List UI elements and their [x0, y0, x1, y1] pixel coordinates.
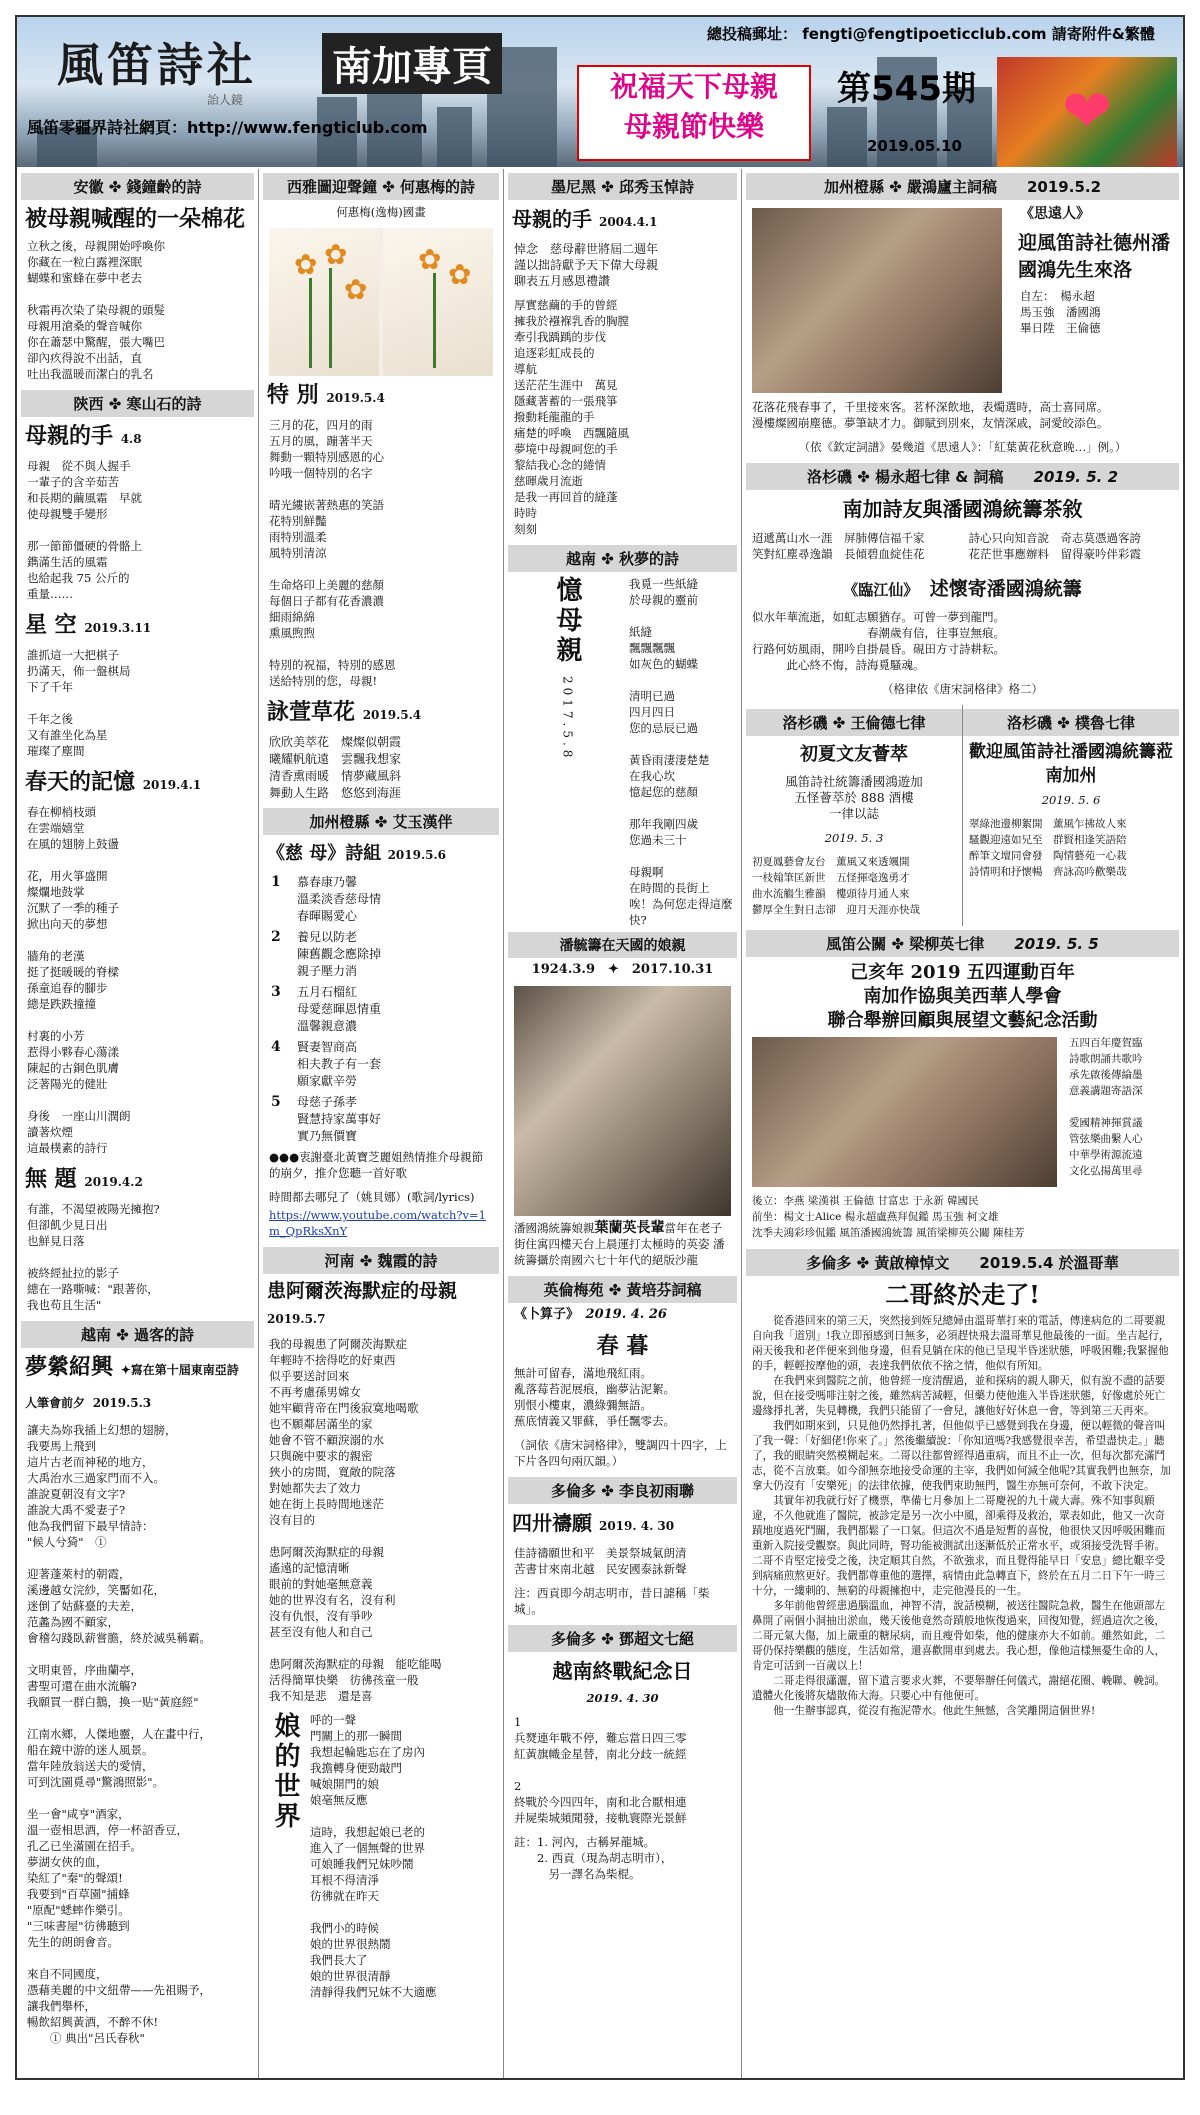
poem-note: 注：西貢即今胡志明市，昔日謔稱「柴城」。 — [514, 1586, 710, 1616]
column-1 — [17, 169, 259, 2078]
poem-title: 《臨江仙》 述懷寄潘國鴻統籌 — [843, 578, 1082, 600]
memorial-dates: 1924.3.9 ✦ 2017.10.31 — [531, 962, 714, 977]
column-2 — [259, 169, 504, 2078]
vertical-poem-title: 娘的世界 — [270, 1712, 300, 1832]
poem-body: 我覓一些紙縫 於母親的靈前 紙縫 飄飄飄飄 如灰色的蝴蝶 清明已過 四月四日 您的忌辰已過 黃昏雨淒淒楚楚 在我心坎 憶起您的慈顏 那年我剛四歲 您過未三十 母親啊 在時間的長街上 唉！為何您走得這麼快? — [629, 577, 733, 927]
lily-painting: ✿ ✿ ✿ ✿ ✿ — [269, 228, 493, 376]
poem-body: 春在柳梢枝頭 在雲端嬉堂 在風的翅膀上鼓盪 花，用火箏盛開 燦爛地鼓掌 沉默了一季的種子 掀出向天的夢想 牆角的老漢 挺了挺暖暖的脊樑 孫童追春的腳步 總是跌跌撞撞 村裏的小芳 惹得小夥春心蕩漾 陳起的古銅色肌膚 泛著陽光的健壯 身後 一座山川潤朗 讀著炊煙 這最樸素的詩行 — [27, 805, 131, 1155]
poem-date: 2019. 5. 3 — [824, 831, 884, 845]
poem-body: 花落花飛春事了，千里接來客。茗杯深飲地，表燭選時，高士喜同席。 漫樓燦國崩塵德。夢筆缺才力。御賦到別來，友情深戚，詞愛皎添色。 — [752, 400, 1109, 430]
poem-body: 詩心只向知音說 奇志莫憑過客誇 花茫世事應辦料 留得豪吟伴彩霞 — [968, 531, 1141, 561]
event-title: 己亥年 2019 五四運動百年 南加作協與美西華人學會 聯合舉辦回顧與展望文藝紀念活動 — [827, 962, 1098, 1031]
poem-body: 誰抓這一大把棋子 扔滿天，佈一盤棋局 下了千年 千年之後 又有誰坐化為星 璀璨了塵間 — [27, 648, 131, 758]
section-header: 墨尼黑 ✤ 邱秀玉悼詩 — [508, 173, 737, 200]
poem-title: 被母親喊醒的一朵棉花 — [25, 206, 246, 232]
section-header: 越南 ✤ 過客的詩 — [21, 1321, 254, 1348]
poem-title: 南加詩友與潘國鴻統籌茶敘 — [842, 497, 1083, 521]
poem-body: 迢遞萬山水一涯 屏肺傳信福千家 笑對紅塵尋逸韻 長傾碧血綻佳花 — [752, 531, 925, 561]
poem-subtitle: 風笛詩社統籌潘國鴻遊加 五怪薈萃於 888 酒樓 一律以誌 — [785, 774, 923, 821]
logo-signature: 詒人鏡 — [207, 93, 244, 107]
event-group-photo — [752, 1037, 1057, 1187]
section-header: 河南 ✤ 魏霞的詩 — [263, 1247, 499, 1274]
submission-email-line: 總投稿郵址： fengti@fengtipoeticclub.com 請寄附件&繁體 — [707, 25, 1155, 43]
heart-icon: ❤ — [1061, 77, 1113, 147]
section-header: 多倫多 ✤ 鄧超文七絕 — [508, 1625, 737, 1652]
poem-body: 讓夫為妳我插上幻想的翅膀， 我要馬上飛到 這片古老而神秘的地方， 大禹治水三過家門而不入。 誰說夏朝沒有文字? 誰說大禹不愛妻子? 他為我們留下最早情詩： "候人兮猗" ① 迎著蓬萊村的朝霞， 溪邊越女浣紗，笑靨如花， 迷倒了姑蘇臺的夫差， 范蠡為國不顧家， 會稽勾踐臥薪嘗膽，終於滅吳稱霸。 文明東晉，序曲蘭亭， 書聖可還在曲水流觴? 我願買一群白鵝，換一贴"黃庭經" 江南水鄉，人傑地靈，人在畫中行， 船在鏡中游的迷人風景。 當年陸放翁送夫的愛情， 可到沈園覓尋"驚鴻照影"。 坐一會"咸亨"酒家， 溫一壺相思酒，停一杯詔香豆， 孔乙已坐滿園在招手。 夢湖女俠的血， 染紅了"秦"的聲頌! 我要到"百草園"捕蜂 "原配"蟋蟀作樂引。 "三味書屋"彷彿聽到 先生的朗朗會音。 來自不同國度， 憑藉美麗的中文紐帶——先祖賜予， 讓我們舉杯， 暢飲紹興黃酒，不醉不休! ① 典出"呂氏春秋" — [27, 1423, 211, 2045]
section-header: 多倫多 ✤ 李良初雨聯 — [508, 1477, 737, 1504]
youtube-link[interactable]: https://www.youtube.com/watch?v=1m_QpRksXnY — [269, 1208, 486, 1238]
poem-body: 呼的一聲 門關上的那一瞬間 我想起輪匙忘在了房內 我擔轉身便勁敲門 喊娘開門的娘 娘毫無反應 這時，我想起娘已老的 進入了一個無聲的世界 可娘睡我們兄妹吵鬧 耳根不得清淨 彷彿就在昨天 我們小的時候 娘的世界很熱鬧 我們長大了 娘的世界很清靜 清靜得我們兄妹不大適應 — [310, 1713, 437, 1999]
event-poem: 五四百年慶賀臨 詩歌朗誦共歌吟 承先啟後傳綸墨 意義講題寄語深 愛國精神揮賞議 管弦樂曲繫人心 中華學術源流遠 文化弘揚萬里尋 — [1069, 1037, 1143, 1177]
poem-date: 2019. 4. 30 — [586, 1691, 659, 1705]
poem-body: 似水年華流逝，如虹志願猶存。可曾一夢到龍門。 春潮歲有信，往事豈無痕。 行路何妨風雨，開吟自掛晨昏。硯田方寸詩耕耘。 此心終不悔，詩海覓騷魂。 — [752, 610, 1005, 672]
poem-title: 詠萱草花 2019.5.4 — [267, 699, 422, 725]
lyric-tune: 《卜算子》 2019. 4. 26 — [514, 1307, 667, 1322]
list-item: 5 母慈子孫孝 賢慧持家萬事好 實乃無價寶 — [271, 1094, 382, 1143]
poem-verses — [746, 528, 1179, 570]
issue-number: 第545期 — [837, 69, 976, 109]
section-header: 洛杉磯 ✤ 楊永超七律 & 詞稿 2019. 5. 2 — [746, 463, 1179, 490]
poem-body: 1 兵燹連年戰不停，難忘當日四三零 紅黃旗幟金星替，南北分歧一統經 2 終戰於今四四年，南和北合厭相連 并屍柴城頻聞發，接軌寰際光景鮮 — [514, 1715, 687, 1825]
poem-title: 初夏文友薈萃 — [800, 744, 908, 765]
poem-title: 歡迎風笛詩社潘國鴻統籌蒞南加州 — [969, 742, 1173, 786]
list-item: 4 賢妻智商高 相夫教子有一套 願家獻辛勞 — [271, 1039, 382, 1088]
poem-title: 春 暮 — [596, 1333, 649, 1359]
painting-caption: 何惠梅(逸梅)國畫 — [336, 205, 426, 219]
vertical-poem-title: 憶母親 — [552, 576, 582, 666]
mothers-day-greeting: 祝福天下母親 母親節快樂 — [577, 65, 811, 161]
section-header: 洛杉磯 ✤ 王倫德七律 — [746, 709, 962, 736]
dinner-group-photo — [752, 208, 1002, 393]
list-item: 3 五月石榴紅 母愛慈暉恩情重 溫馨親意濃 — [271, 984, 382, 1033]
lyric-tune: 《思遠人》 — [1020, 206, 1090, 222]
column-4 — [742, 169, 1183, 2078]
photo-people: 自左： 楊永超 馬玉強 潘國鴻 畢日陞 王倫德 — [1020, 289, 1101, 335]
poem-body: 無計可留春，滿地飛紅雨。 亂落莓苔泥展痕，幽夢沾泥絮。 別恨小樓東，濃綠彌無語。 蕉底情義又罪蘇，爭任飄零去。 — [514, 1366, 675, 1428]
article-body: 從香港回來的第三天，突然接到姪兒總婦由溫哥華打來的電話，傳達病危的二哥要親自向我「道別」!我立即預感到日無多，必須趕快飛去溫哥華見他最後的一面。坐吉起行，兩天後我和老伴便來到他身邊，但看見躺在床的他已呈現半昏迷狀態，呼吸困難;我緊握他的手，輕輕按摩他的頭，表達我們依依不捨之情，他似有所知。 在我們來到醫院之前，他曾經一度清醒過，並和探病的親人聊天，似有說不盡的話要說，但在接受嗎啡注射之後，雖然病苦減輕，但藥力使他進入半昏迷狀態，好像處於死亡邊緣掙扎著，失見轉機，我們只能留了一會兒，讓他好好休息一會，等到第三天再來。 我們如期來到，只見他仍然掙扎著，但他似乎已感覺到我在身邊，便以輕微的聲音叫了我一聲：「好細佬!你來了。」然後繼續說：「你知道嗎?我感覺很幸苦，希望盡快走。」聽了，我的眼睛突然模糊起來。二哥以往都曾經得過重病，而且不止一次，但每次都充滿鬥志，從不言放棄。如今卻無奈地接受命運的主宰，我們如何減全他呢?其實我們也無奈，加拿大仍沒有「安樂死」的法律依據，使我們束助無門，醫生亦無可奈何，不敢下決定。 其實年初我就行好了機票，準備七月參加上二哥慶祝的九十歲大壽。殊不知事與願違，不久他就進了醫院，被診定是另一次小中風，卻乘得及救治，眾表如此，他又一次奇蹟地度過死鬥關，我們都鬆了一口氣。但這次不過是短暫的喜悅，他很快又因呼吸困難而重新入院接受觀察。與此同時，腎功能被測試出逐漸低於正常水平，或須接受洗腎手術。二哥不肯堅定接受之後，決定順其自然，不欲強求，而且覺得能早日「安息」總比艱辛受到病痛煎熬更好。我們都尊重他的選擇，病情由此急轉直下，終於在五月二日下午一時三十分，一縷刺的、無窮的母親擁抱中，走完他漫長的一生。 多年前他曾經患過腦溫血，神智不清，說話模糊，被送往醫院急救，醫生在他頭部左鼻開了兩個小洞抽出淤血，幾天後他竟然奇蹟般地恢復過來，回復知覺，經過這次之後，二哥元氣大傷，加上嚴重的糖尿病，而且瘦骨如柴，他的健康亦大不如前。雖然如此，二哥仍保持樂觀的態度，生活如常，還喜歡開車到處去。我心想，像他這樣無憂生命的人，肯定可活到一百歲以上！ 二哥走得很瀟灑，留下遺言要求火葬，不要舉辦任何儀式，謝絕花圈、輓聯、輓詞。遺體火化後將灰燼散佈大海。只要心中有他便可。 他一生辦事認真，從沒有拖泥帶水。他此生無憾，含笑離開這個世界! — [752, 1315, 1171, 1717]
article-title: 二哥終於走了! — [885, 1280, 1040, 1309]
section-header: 加州橙縣 ✤ 嚴鴻廬主詞稿 2019.5.2 — [746, 173, 1179, 200]
poem-body: 三月的花，四月的雨 五月的風，蹦著半天 舞動一顆特別感恩的心 吟哦一個特別的名字 晴光縷嵌著熱惠的笑語 花特別鮮豔 雨特別溫柔 風特別清涼 生命烙印上美麗的慈顏 每個日子都有花香濃濃 細雨綿綿 熏風煦煦 特別的祝福，特別的感恩 送給特別的您，母親! — [269, 418, 396, 688]
section-title: 南加專頁 — [322, 33, 502, 94]
poem-title: 夢縈紹興 ✦寫在第十屆東南亞詩人筆會前夕 2019.5.3 — [25, 1354, 239, 1410]
poem-title: 春天的記憶 2019.4.1 — [25, 769, 202, 795]
section-header: 越南 ✤ 秋夢的詩 — [508, 545, 737, 572]
section-header: 風笛公關 ✤ 梁柳英七律 2019. 5. 5 — [746, 930, 1179, 957]
memorial-photo-collage — [514, 986, 731, 1216]
poem-title: 患阿爾茨海默症的母親 2019.5.7 — [267, 1280, 458, 1326]
poem-title: 無 題 2019.4.2 — [25, 1166, 143, 1192]
poem-title: 《慈 母》詩組 2019.5.6 — [267, 843, 447, 864]
poem-intro: 悼念 慈母辭世將屆二週年 謹以拙詩獻予天下偉大母親 聊表五月感恩禮讚 — [514, 242, 659, 288]
flower-heart-image — [997, 57, 1177, 167]
poem-title: 迎風笛詩社德州潘國鴻先生來洛 — [1018, 232, 1171, 281]
poem-body: 厚實慈繭的手的曾經 擁我於襁褓乳香的胸膛 牽引我踽踽的步伐 追逐彩虹成長的 導航 送茫茫生涯中 萬見 隱藏著蓄的一張飛箏 撥動耗龍龍的手 痛楚的呼喚 西飄隨風 夢境中母親呵您的手 黎結我心念的綣情 慈暉歲月流逝 是我一再回首的縫蓬 時時 刻刻 — [514, 298, 629, 536]
section-header: 潘毓籌在天國的娘親 — [508, 932, 737, 958]
event-feature — [746, 1033, 1179, 1191]
poem-title: 母親的手 2004.4.1 — [512, 207, 658, 231]
section-header: 西雅圖迎聲鐘 ✤ 何惠梅的詩 — [263, 173, 499, 200]
masthead-banner — [17, 17, 1183, 167]
poem-note: （依《欽定詞譜》晏幾道《思遠人》：「紅葉黃花秋意晚…」例。） — [798, 440, 1127, 454]
poem-body: 我的母親患了阿爾茨海默症 年輕時不捨得吃的好東西 似乎要送討回來 不再考慮孫男嫦女 她牢顧背帝在門後寂寞地喝歌 也不願鄰居滿坐的家 她會不管不顧淚溺的水 只與碗中要求的親密 狹小的房間，寬敞的院落 對她都失去了效力 她在街上長時間地迷茫 沒有目的 患阿爾茨海默症的母親 遙遠的記憶清晰 眼前的對她毫無意義 她的世界沒有名，沒有利 沒有仇恨，沒有爭吵 甚至沒有他人和自己 患阿爾茨海默症的母親 能吃能喝 活得簡單快樂 彷彿孩童一般 我不知是悲 還是喜 — [269, 1337, 442, 1703]
website-link[interactable]: http://www.fengticlub.com — [187, 118, 428, 137]
poem-body: 有誰，不渴望被陽光擁抱? 但卻飢少見日出 也鮮見日落 被終經扯拉的影子 總在一路嘶喊："跟著你， 我也苟且生活" — [27, 1202, 160, 1312]
section-header: 英倫梅苑 ✤ 黃培芬詞稿 — [508, 1276, 737, 1303]
newspaper-page — [15, 15, 1185, 2080]
issue-date: 2019.05.10 — [867, 137, 962, 155]
poem-title: 星 空 2019.3.11 — [25, 612, 152, 638]
poem-body: 母親 從不與人握手 一輩子的含辛茹苦 和長期的繭風霜 早就 使母親雙手變形 那一節節僵硬的骨骼上 鐫滿生活的風霜 也給起我 75 公斤的 重量…… — [27, 459, 142, 601]
poetry-society-logo: 風笛詩社 — [57, 38, 257, 92]
list-item: 2 養兒以防老 陳舊觀念應除掉 親子壓力消 — [271, 929, 382, 978]
section-header: 安徽 ✤ 錢鐘齡的詩 — [21, 173, 254, 200]
meeting-feature — [746, 204, 1179, 397]
poem-note: 註：1. 河內，古稱昇龍城。 2. 西貢（現為胡志明市）， 另一譯名為柴棍。 — [514, 1835, 673, 1881]
list-item: 1 慕春康乃馨 溫柔淡香慈母情 春暉賜愛心 — [271, 874, 382, 923]
poem-with-vertical-title — [267, 1712, 495, 2000]
poem-title: 越南終戰紀念日 — [552, 1659, 693, 1683]
email-link[interactable]: fengti@fengtipoeticclub.com — [802, 25, 1047, 43]
poem-title: 母親的手 4.8 — [25, 423, 142, 449]
poem-body: 欣欣美萃花 燦燦似朝霞 曦耀帆航遠 雲飄我想家 清香熏雨暖 情夢藏風斜 舞動人生路 悠悠到海涯 — [269, 735, 402, 800]
section-header: 多倫多 ✤ 黃啟樟悼文 2019.5.4 於溫哥華 — [746, 1249, 1179, 1276]
poem-with-vertical-title — [512, 576, 733, 928]
section-header: 陝西 ✤ 寒山石的詩 — [21, 390, 254, 417]
poem-note: （格律依《唐宋詞格律》格二） — [882, 682, 1043, 696]
poem-body: 翠綠池邊柳絮開 薰風乍拂故人來 騷觀迎遠如兄至 群賢相逢笑語陪 醉筆文壇同會發 陶情藝苑一心栽 詩情明和抒懷暢 齊詠高吟歡樂哉 — [969, 818, 1127, 878]
poem-body: 初夏鳳藝會友台 薰風又來透颯開 一枝翰筆匡新世 五怪揮毫逸勇才 曲水流觴生雅韻 樓頭待月通人來 鬱厚全生對日志卻 迎月天涯亦快哉 — [752, 856, 920, 916]
poem-date: 2019. 5. 6 — [1041, 793, 1101, 807]
photo-caption: 後立：李燕 梁漢祺 王倫德 甘富忠 于永新 韓國民 前坐：楊文士Alice 楊永超盧燕拜侃鑑 馬玉強 柯文雄 沈季夫鴻彩珍侃鑑 風笛潘國鴻統籌 風笛梁柳英公關 陳桂芳 — [752, 1195, 1025, 1239]
vertical-poem-date: 2017.5.8 — [560, 676, 575, 762]
section-header: 加州橙縣 ✤ 艾玉漢伴 — [263, 808, 499, 835]
poem-body: 佳詩禱願世和平 美景祭城氣朗清 苦書甘來南北越 民安國泰詠新聲 — [514, 1546, 687, 1576]
poem-body: 立秋之後，母親開始呼喚你 你藏在一粒白露裡深眠 蝴蝶和蜜蜂在夢中老去 秋霜再次染了染母親的頭髮 母親用滄桑的聲音喊你 你在蕭瑟中驚醒，張大嘴巴 卻內疚得說不出話，直 吐出我溫暖而潔白的乳名 — [27, 239, 165, 381]
website-line: 風笛零疆界詩社網頁：http://www.fengticlub.com — [27, 118, 428, 137]
photo-caption: 潘國鴻統籌娘親葉蘭英長輩當年在老子街住寓四樓天台上晨運打太極時的英姿 潘統籌攝於南國六七十年代的絕版沙龍 — [514, 1220, 725, 1267]
poem-title: 特 別 2019.5.4 — [267, 382, 385, 408]
poem-title: 四卅禱願 2019. 4. 30 — [512, 1511, 675, 1535]
section-header: 洛杉磯 ✤ 樸魯七律 — [963, 709, 1179, 736]
song-title: 時間都去哪兒了（姚貝娜）(歌詞/lyrics) — [269, 1190, 475, 1204]
song-note: ●●●衷謝臺北黃寶芝麗姐熱情推介母親節的崩夕，推介您聽一首好歌 — [269, 1150, 484, 1180]
two-poem-row — [746, 705, 1179, 926]
column-3 — [504, 169, 742, 2078]
poem-note: （詞依《唐宋詞格律》，雙調四十四字，上下片各四句兩仄韻。） — [514, 1438, 727, 1468]
